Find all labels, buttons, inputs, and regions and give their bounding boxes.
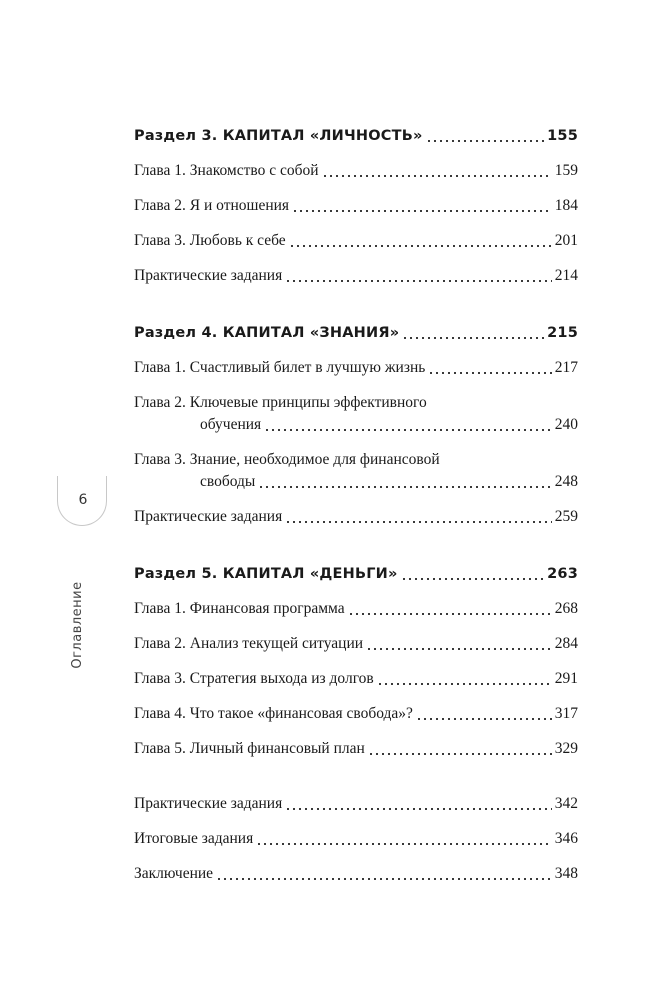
toc-page: 284 (554, 635, 578, 652)
toc-entry[interactable] (134, 392, 578, 436)
leader-dots (401, 577, 545, 581)
toc-entry[interactable] (134, 506, 578, 528)
leader-dots (216, 877, 552, 881)
leader-dots (258, 485, 551, 489)
toc-page: 342 (554, 795, 578, 812)
toc-entry[interactable] (134, 265, 578, 287)
toc-entry[interactable] (134, 668, 578, 690)
toc-page: 263 (547, 566, 578, 582)
toc-section-4[interactable] (134, 322, 578, 344)
toc-page: 268 (554, 600, 578, 617)
leader-dots (256, 842, 552, 846)
toc-entry[interactable] (134, 863, 578, 885)
toc-entry[interactable] (134, 738, 578, 760)
leader-dots (322, 174, 552, 178)
toc-label-line1: Глава 2. Ключевые принципы эффективного (134, 394, 427, 411)
toc-label: Глава 5. Личный финансовый план (134, 740, 365, 757)
toc-page: 259 (554, 508, 578, 525)
leader-dots (416, 717, 552, 721)
toc-page: 346 (554, 830, 578, 847)
toc-label-line2: обучения (200, 416, 262, 433)
leader-dots (285, 520, 552, 524)
leader-dots (285, 807, 552, 811)
toc-entry[interactable] (134, 357, 578, 379)
toc-label: Глава 1. Финансовая программа (134, 600, 345, 617)
toc-page: 317 (554, 705, 578, 722)
leader-dots (264, 428, 552, 432)
toc-entry[interactable] (134, 598, 578, 620)
leader-dots (368, 752, 552, 756)
toc-label-line2-row (134, 471, 578, 493)
toc-entry[interactable] (134, 828, 578, 850)
leader-dots (289, 244, 552, 248)
toc-page: 184 (554, 197, 578, 214)
leader-dots (366, 647, 552, 651)
toc-label: Практические задания (134, 508, 283, 525)
toc-label: Итоговые задания (134, 830, 254, 847)
toc-entry[interactable] (134, 160, 578, 182)
toc-page: 215 (547, 325, 578, 341)
toc-label-line2: свободы (200, 473, 256, 490)
leader-dots (377, 682, 552, 686)
leader-dots (285, 279, 552, 283)
leader-dots (402, 336, 544, 340)
toc-page: 159 (554, 162, 578, 179)
toc-label: Раздел 5. КАПИТАЛ «ДЕНЬГИ» (134, 566, 398, 582)
running-head: Оглавление (70, 581, 85, 669)
toc-page: 329 (554, 740, 578, 757)
toc-label: Глава 4. Что такое «финансовая свобода»? (134, 705, 413, 722)
toc-label: Практические задания (134, 267, 283, 284)
toc-entry[interactable] (134, 793, 578, 815)
toc-label: Практические задания (134, 795, 283, 812)
toc-page: 348 (554, 865, 578, 882)
toc-entry[interactable] (134, 703, 578, 725)
toc-label: Глава 1. Знакомство с собой (134, 162, 319, 179)
toc-label: Раздел 3. КАПИТАЛ «ЛИЧНОСТЬ» (134, 128, 423, 144)
toc-label-line1: Глава 3. Знание, необходимое для финансовой (134, 451, 440, 468)
leader-dots (348, 612, 552, 616)
toc-page: 155 (547, 128, 578, 144)
toc-entry[interactable] (134, 230, 578, 252)
leader-dots (428, 371, 551, 375)
toc-label: Раздел 4. КАПИТАЛ «ЗНАНИЯ» (134, 325, 400, 341)
page-number-badge (57, 476, 107, 526)
leader-dots (426, 139, 545, 143)
toc-entry[interactable] (134, 633, 578, 655)
leader-dots (292, 209, 552, 213)
toc-page: 240 (554, 416, 578, 433)
toc-entry[interactable] (134, 449, 578, 493)
toc-label: Глава 2. Анализ текущей ситуации (134, 635, 364, 652)
toc-label-line2-row (134, 414, 578, 436)
toc-page: 201 (554, 232, 578, 249)
toc-section-5[interactable] (134, 563, 578, 585)
toc-label: Глава 2. Я и отношения (134, 197, 290, 214)
toc-label: Глава 3. Стратегия выхода из долгов (134, 670, 374, 687)
toc-label: Глава 1. Счастливый билет в лучшую жизнь (134, 359, 426, 376)
toc-section-3[interactable] (134, 125, 578, 147)
toc-page: 291 (554, 670, 578, 687)
toc-label: Глава 3. Любовь к себе (134, 232, 286, 249)
page-number: 6 (78, 492, 88, 508)
toc-entry[interactable] (134, 195, 578, 217)
toc-page: 217 (554, 359, 578, 376)
toc-page: 214 (554, 267, 578, 284)
toc-page: 248 (554, 473, 578, 490)
table-of-contents (134, 125, 578, 885)
toc-label: Заключение (134, 865, 214, 882)
